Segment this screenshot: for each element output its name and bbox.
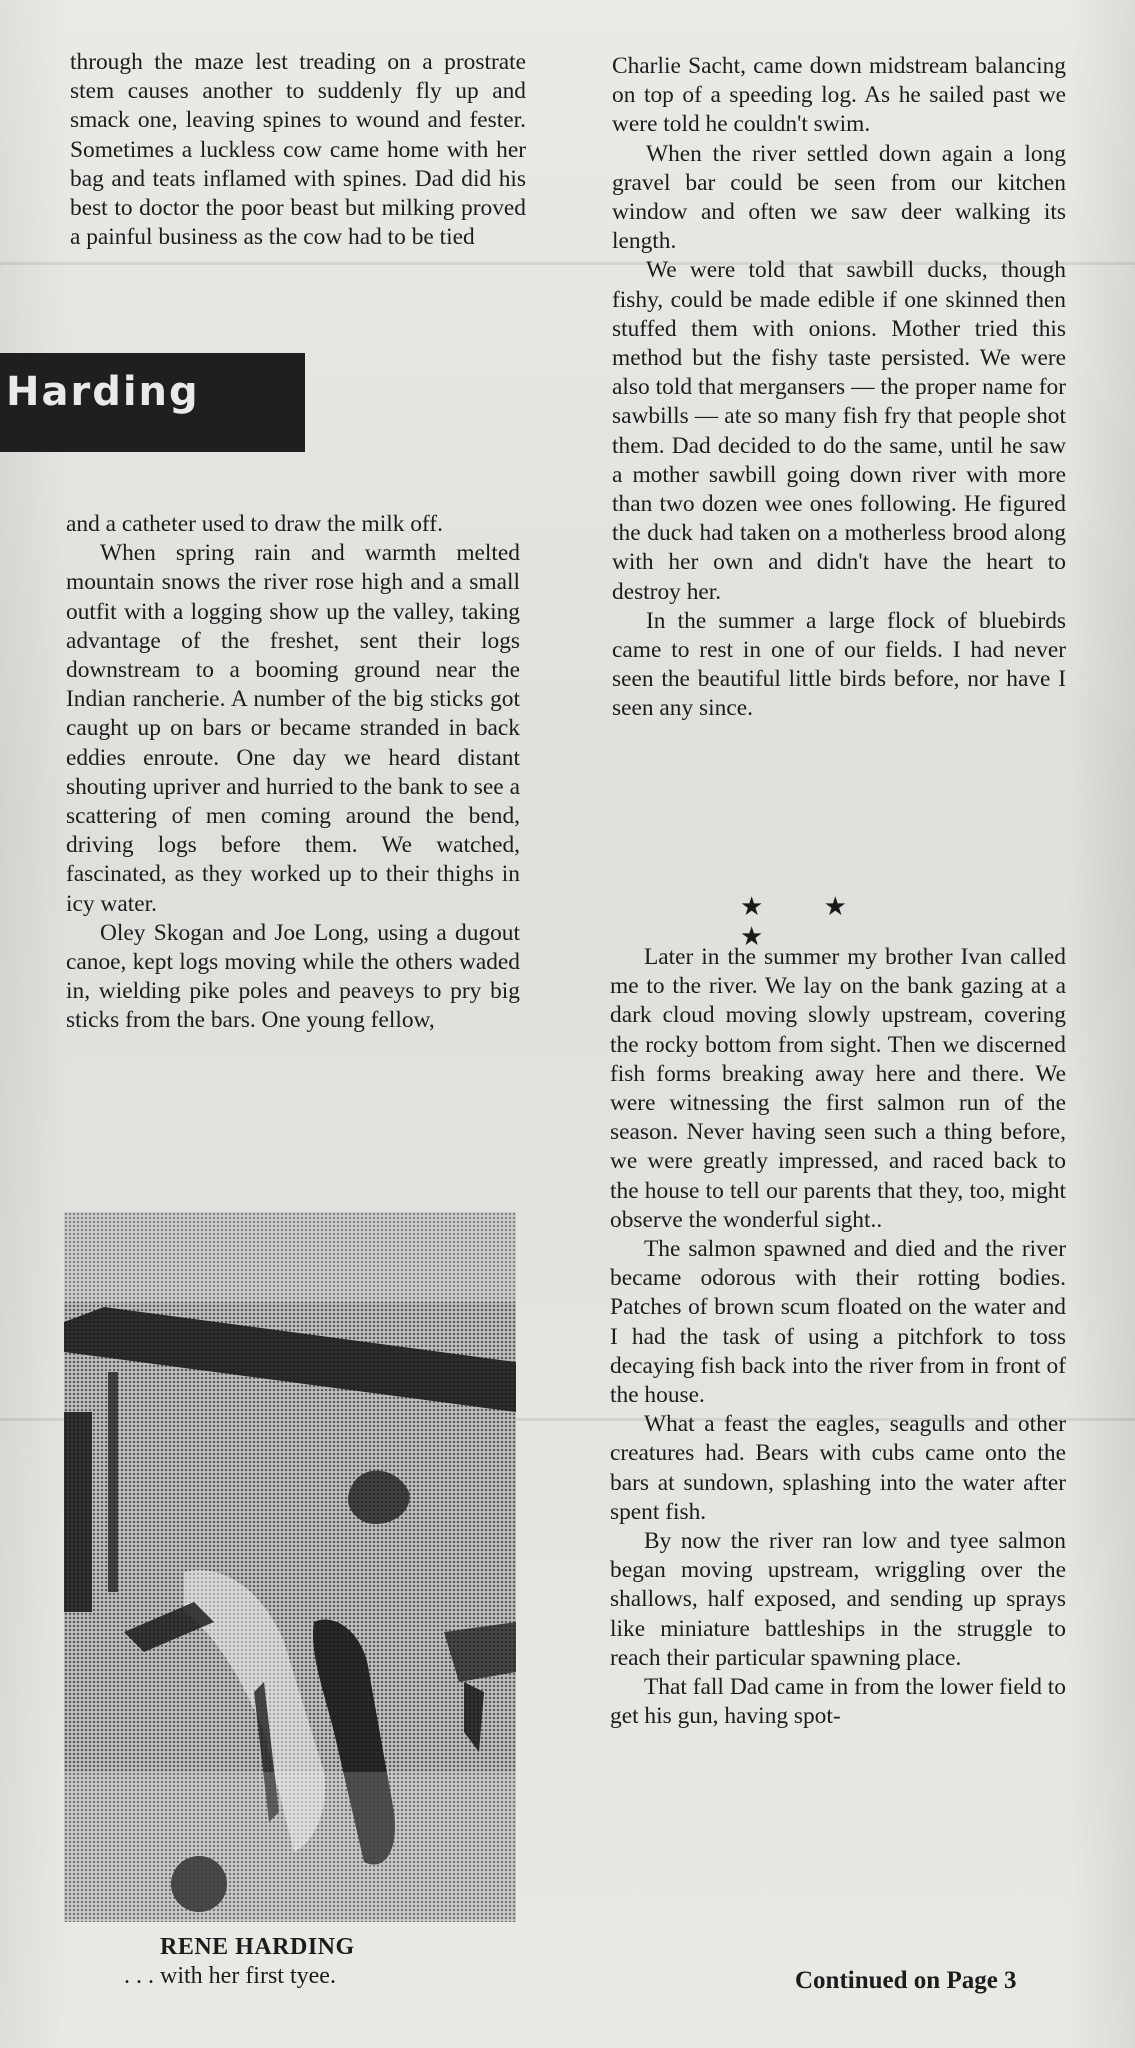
continued-notice: Continued on Page 3 [795, 1967, 1017, 1994]
paragraph: That fall Dad came in from the lower field to get his gun, having spot- [610, 1674, 1066, 1730]
nameplate-text: Harding [6, 369, 200, 415]
photo-caption-description: . . . with her first tyee. [124, 1963, 336, 1989]
column-left-top [70, 48, 526, 252]
section-separator: ★ ★ ★ [740, 892, 873, 952]
paragraph: through the maze lest treading on a prostrate stem causes another to suddenly fly up and smack one, leaving spines to wound and fester. Sometimes a luckless cow came home with her bag and teats inflamed with spines. Dad did his best to doctor the poor beast but milking proved a painful business as the cow had to be tied [70, 49, 526, 251]
column-right-top [612, 52, 1066, 724]
author-nameplate [0, 353, 305, 452]
paragraph: Later in the summer my brother Ivan called me to the river. We lay on the bank gazing at a dark cloud moving slowly upstream, covering the rocky bottom from sight. Then we discerned fish forms breaking away here and there. We were witnessing the first salmon run of the season. Never having seen such a thing before, we were greatly impressed, and raced back to the house to tell our parents that they, too, might observe the wonderful sight.. [610, 944, 1066, 1233]
paragraph: The salmon spawned and died and the river became odorous with their rotting bodies. Patches of brown scum floated on the water and I had the task of using a pitchfork to toss decaying fish back into the river from in front of the house. [610, 1236, 1066, 1409]
paragraph: In the summer a large flock of bluebirds came to rest in one of our fields. I had never seen the beautiful little birds before, nor have I seen any since. [612, 607, 1066, 722]
column-left-middle [66, 510, 520, 1036]
photo-shapes [64, 1212, 516, 1922]
paragraph: What a feast the eagles, seagulls and other creatures had. Bears with cubs came onto the bars at sundown, splashing into the water after spent fish. [610, 1411, 1066, 1525]
paragraph: By now the river ran low and tyee salmon began moving upstream, wriggling over the shallows, half exposed, and sending up sprays like miniature battleships in the struggle to reach their particular spawning place. [610, 1528, 1066, 1671]
column-right-bottom [610, 943, 1066, 1731]
paragraph: When the river settled down again a long gravel bar could be seen from our kitchen window and often we saw deer walking its length. [612, 140, 1066, 255]
paragraph: Oley Skogan and Joe Long, using a dugout canoe, kept logs moving while the others waded in, wielding pike poles and peaveys to pry big sticks from the bars. One young fellow, [66, 919, 520, 1034]
paragraph: We were told that sawbill ducks, though fishy, could be made edible if one skinned then stuffed them with onions. Mother tried this method but the fishy taste persisted. We were also told that mergansers — the proper name for sawbills — ate so many fish fry that people shot them. Dad decided to do the same, until he saw a mother sawbill going down river with more than two dozen wee ones following. He figured the duck had taken on a motherless brood along with her own and didn't have the heart to destroy her. [612, 257, 1066, 605]
photo-caption-name: RENE HARDING [160, 1934, 355, 1960]
paragraph: and a catheter used to draw the milk off. [66, 511, 443, 537]
paragraph: When spring rain and warmth melted mountain snows the river rose high and a small outfit with a logging show up the valley, taking advantage of the freshet, sent their logs downstream to a booming ground near the Indian rancherie. A number of the big sticks got caught up on bars or became stranded in back eddies enroute. One day we heard distant shouting upriver and hurried to the bank to see a scattering of men coming around the bend, driving logs before them. We watched, fascinated, as they worked up to their thighs in icy water. [66, 540, 520, 917]
paragraph: Charlie Sacht, came down midstream balancing on top of a speeding log. As he sailed past we were told he couldn't swim. [612, 53, 1066, 138]
halftone-photo [64, 1212, 516, 1922]
